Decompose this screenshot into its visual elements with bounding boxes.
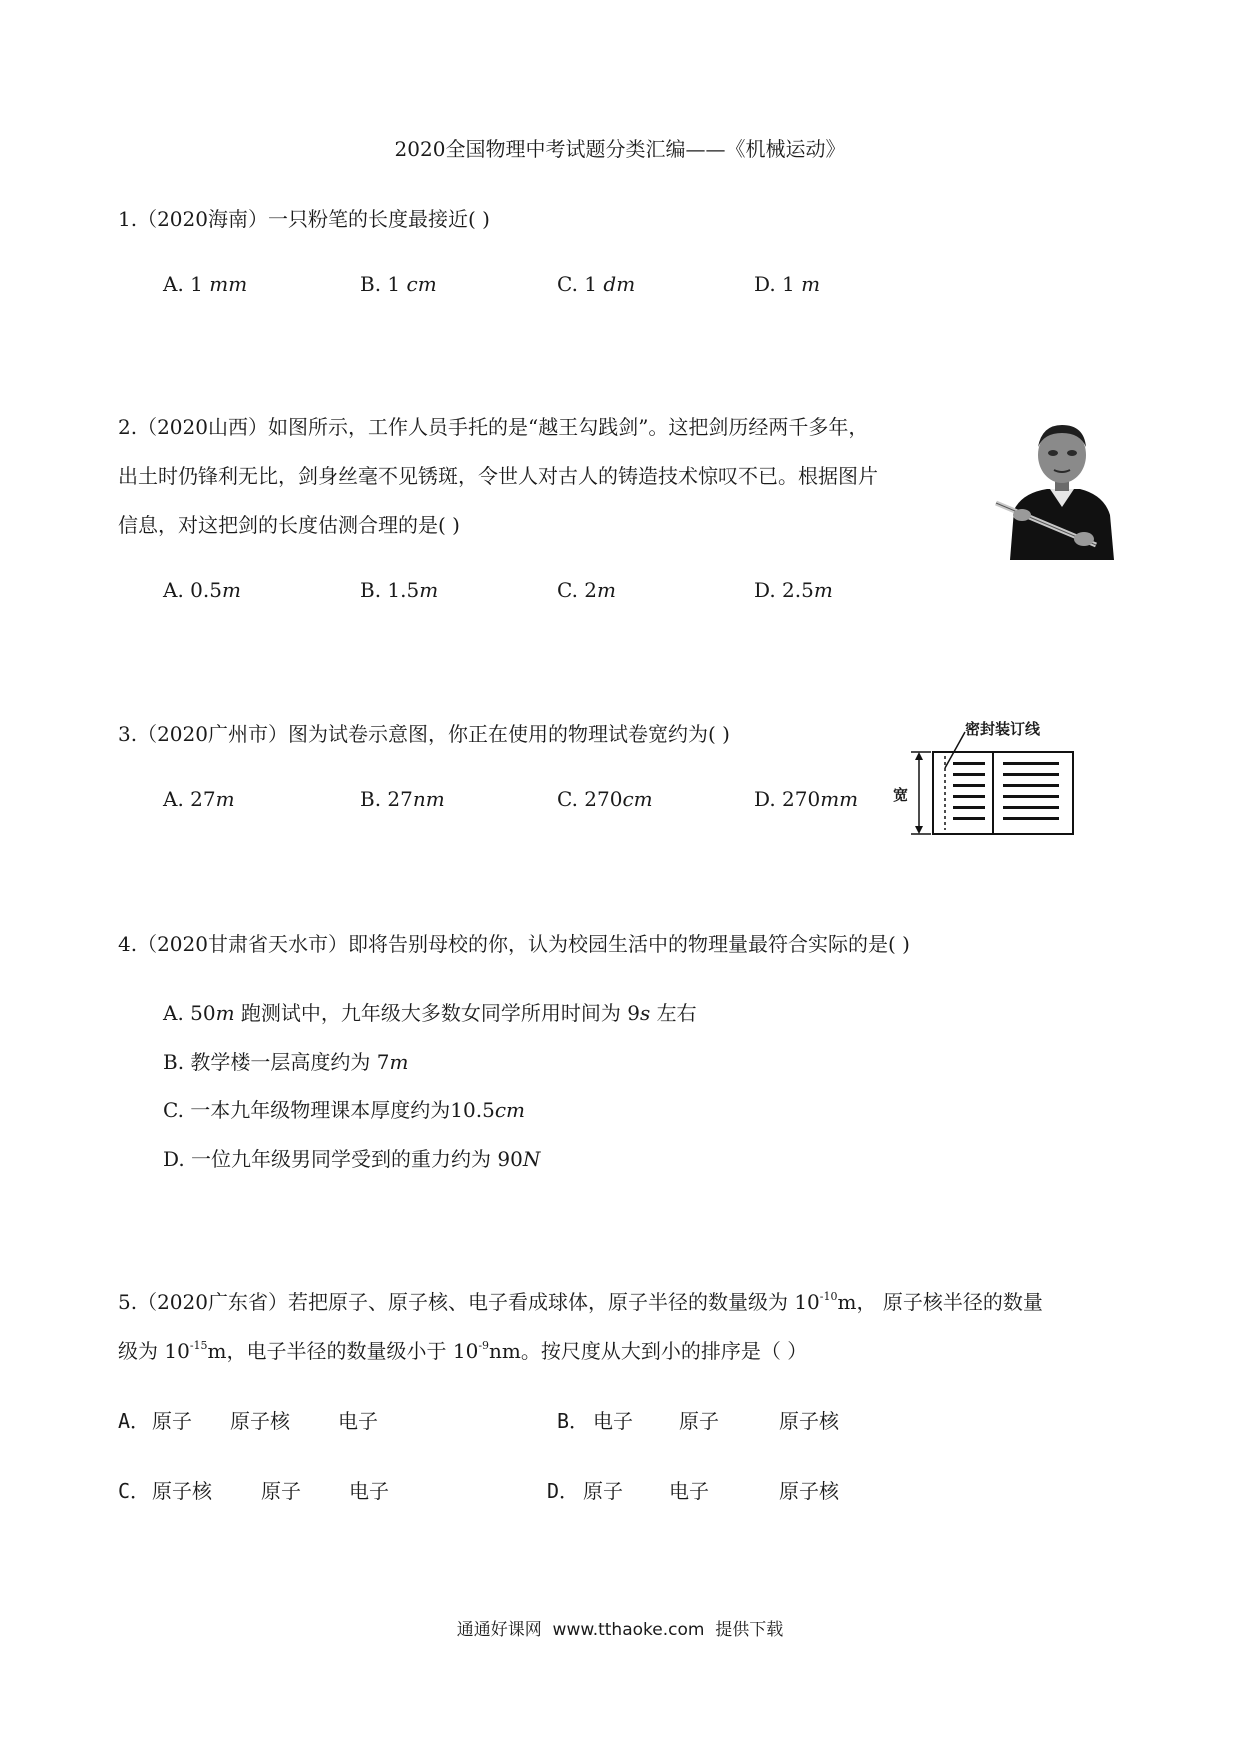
question-1-option-a: A. 1 mm: [163, 272, 248, 296]
question-3-option-a: A. 27m: [163, 787, 235, 811]
exam-paper-diagram: [893, 718, 1083, 838]
question-5-option-c: C． 原子核 原子 电子: [118, 1479, 389, 1503]
question-3-option-b: B. 27nm: [360, 787, 445, 811]
question-1-stem: 1.（2020海南）一只粉笔的长度最接近( ): [118, 207, 490, 231]
question-3-stem: 3.（2020广州市）图为试卷示意图，你正在使用的物理试卷宽约为( ): [118, 722, 730, 746]
question-4-option-a: A. 50m 跑测试中，九年级大多数女同学所用时间为 9s 左右: [163, 1001, 697, 1025]
question-4-stem: 4.（2020甘肃省天水市）即将告别母校的你，认为校园生活中的物理量最符合实际的是( ): [118, 932, 910, 956]
width-label: 宽: [893, 786, 909, 804]
question-4-option-c: C. 一本九年级物理课本厚度约为10.5cm: [163, 1098, 526, 1122]
page-title: 2020全国物理中考试题分类汇编——《机械运动》: [394, 137, 846, 161]
question-4-option-b: B. 教学楼一层高度约为 7m: [163, 1050, 409, 1074]
question-5-stem-line-1: 5.（2020广东省）若把原子、原子核、电子看成球体，原子半径的数量级为 $10^{-10}m$， 原子核半径的数量: [118, 1290, 1043, 1314]
question-5-option-d: D． 原子 电子 原子核: [547, 1479, 839, 1503]
footer-download-note: 通通好课网 www.tthaoke.com 提供下载: [456, 1620, 784, 1640]
question-3-option-d: D. 270mm: [754, 787, 859, 811]
question-1-option-d: D. 1 m: [754, 272, 821, 296]
question-2-stem-line-1: 2.（2020山西）如图所示，工作人员手托的是“越王勾践剑”。这把剑历经两千多年，: [118, 415, 869, 439]
question-5-stem-line-2: 级为 $10^{-15}m$，电子半径的数量级小于 $10^{-9}nm$。按尺度从大到小的排序是（ ）: [118, 1339, 808, 1363]
question-2-stem-line-3: 信息，对这把剑的长度估测合理的是( ): [118, 513, 460, 537]
question-1-option-b: B. 1 cm: [360, 272, 437, 296]
seal-line-label: 密封装订线: [965, 720, 1041, 738]
question-5-option-b: B． 电子 原子 原子核: [557, 1409, 839, 1433]
person-holding-sword-photo-icon: [992, 415, 1122, 560]
question-4-option-d: D. 一位九年级男同学受到的重力约为 90N: [163, 1147, 541, 1171]
question-2-option-b: B. 1.5m: [360, 578, 439, 602]
question-2-option-d: D. 2.5m: [754, 578, 833, 602]
question-3-option-c: C. 270cm: [557, 787, 653, 811]
question-5-option-a: A． 原子 原子核 电子: [118, 1409, 378, 1433]
question-1-option-c: C. 1 dm: [557, 272, 636, 296]
question-2-option-c: C. 2m: [557, 578, 616, 602]
question-2-stem-line-2: 出土时仍锋利无比，剑身丝毫不见锈斑，令世人对古人的铸造技术惊叹不已。根据图片: [118, 464, 878, 488]
question-2-option-a: A. 0.5m: [163, 578, 241, 602]
